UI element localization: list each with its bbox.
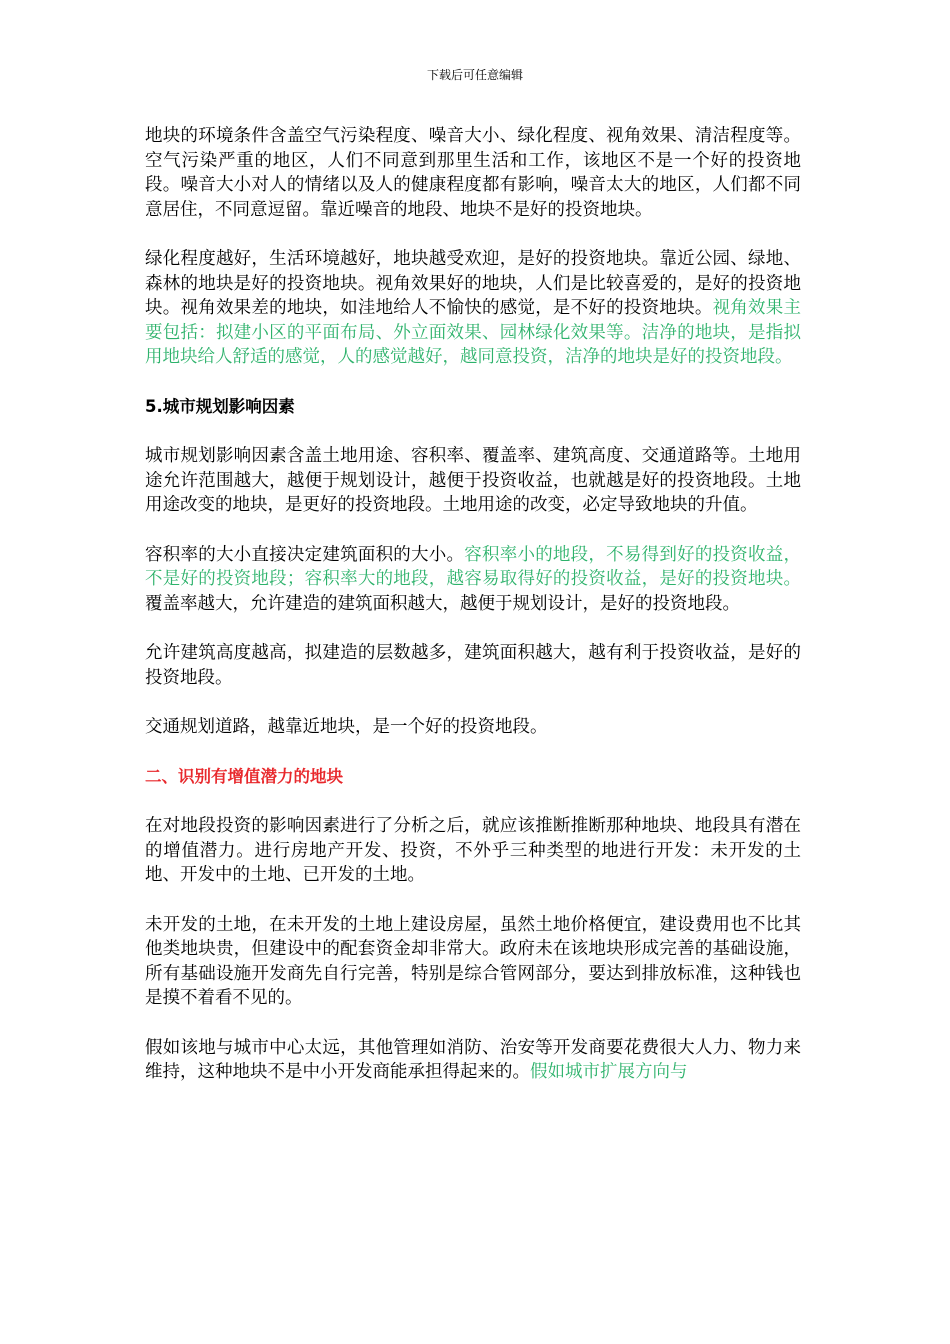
paragraph-plot-ratio [145, 543, 801, 617]
paragraph-plot-ratio-text: 容积率的大小直接决定建筑面积的大小。 [145, 544, 465, 565]
page-header: 下载后可任意编辑 [426, 68, 523, 82]
highlight-visual-effect: 视角效果主要包括：拟建小区的平面布局、外立面效果、园林绿化效果等。洁净的地块，是指拟用地块给人舒适的感觉，人的感觉越好，越同意投资，洁净的地块是好的投资地段。 [145, 298, 802, 367]
paragraph-analysis: 在对地段投资的影响因素进行了分析之后，就应该推断推断那种地块、地段具有潜在的增值潜力。进行房地产开发、投资，不外乎三种类型的地进行开发：未开发的土地、开发中的土地、已开发的土地。 [145, 816, 801, 885]
paragraph-city-distance-text: 假如该地与城市中心太远，其他管理如消防、治安等开发商要花费很大人力、物力来维持，这种地块不是中小开发商能承担得起来的。 [145, 1037, 801, 1082]
paragraph-greening [145, 247, 801, 370]
document-body [145, 124, 801, 1110]
paragraph-environment: 地块的环境条件含盖空气污染程度、噪音大小、绿化程度、视角效果、清洁程度等。空气污染严重的地区，人们不同意到那里生活和工作，该地区不是一个好的投资地段。噪音大小对人的情绪以及人的健康程度都有影响，噪音太大的地区，人们都不同意居住，不同意逗留。靠近噪音的地段、地块不是好的投资地块。 [145, 126, 801, 220]
paragraph-coverage-text: 覆盖率越大，允许建造的建筑面积越大，越便于规划设计，是好的投资地段。 [145, 593, 740, 614]
paragraph-traffic: 交通规划道路，越靠近地块，是一个好的投资地段。 [145, 717, 548, 737]
section-heading-value-potential: 二、识别有增值潜力的地块 [145, 766, 343, 786]
highlight-plot-ratio: 容积率小的地段，不易得到好的投资收益，不是好的投资地段；容积率大的地段，越容易取得好的投资收益，是好的投资地块。 [145, 544, 801, 589]
paragraph-building-height: 允许建筑高度越高，拟建造的层数越多，建筑面积越大，越有利于投资收益，是好的投资地段。 [145, 643, 801, 688]
paragraph-land-use: 城市规划影响因素含盖土地用途、容积率、覆盖率、建筑高度、交通道路等。土地用途允许范围越大，越便于规划设计，越便于投资收益，也就越是好的投资地段。土地用途改变的地块，是更好的投资地段。土地用途的改变，必定导致地块的升值。 [145, 446, 801, 515]
paragraph-city-distance [145, 1036, 801, 1085]
section-heading-urban-planning: 5.城市规划影响因素 [145, 396, 295, 416]
highlight-city-expansion: 假如城市扩展方向与 [530, 1062, 688, 1082]
paragraph-undeveloped-land: 未开发的土地，在未开发的土地上建设房屋，虽然土地价格便宜，建设费用也不比其他类地块贵，但建设中的配套资金却非常大。政府未在该地块形成完善的基础设施，所有基础设施开发商先自行完善，特别是综合管网部分，要达到排放标准，这种钱也是摸不着看不见的。 [145, 914, 801, 1008]
paragraph-greening-text: 绿化程度越好，生活环境越好，地块越受欢迎，是好的投资地块。靠近公园、绿地、森林的地块是好的投资地块。视角效果好的地块，人们是比较喜爱的，是好的投资地块。视角效果差的地块，如洼地给人不愉快的感觉，是不好的投资地块。 [145, 249, 801, 318]
